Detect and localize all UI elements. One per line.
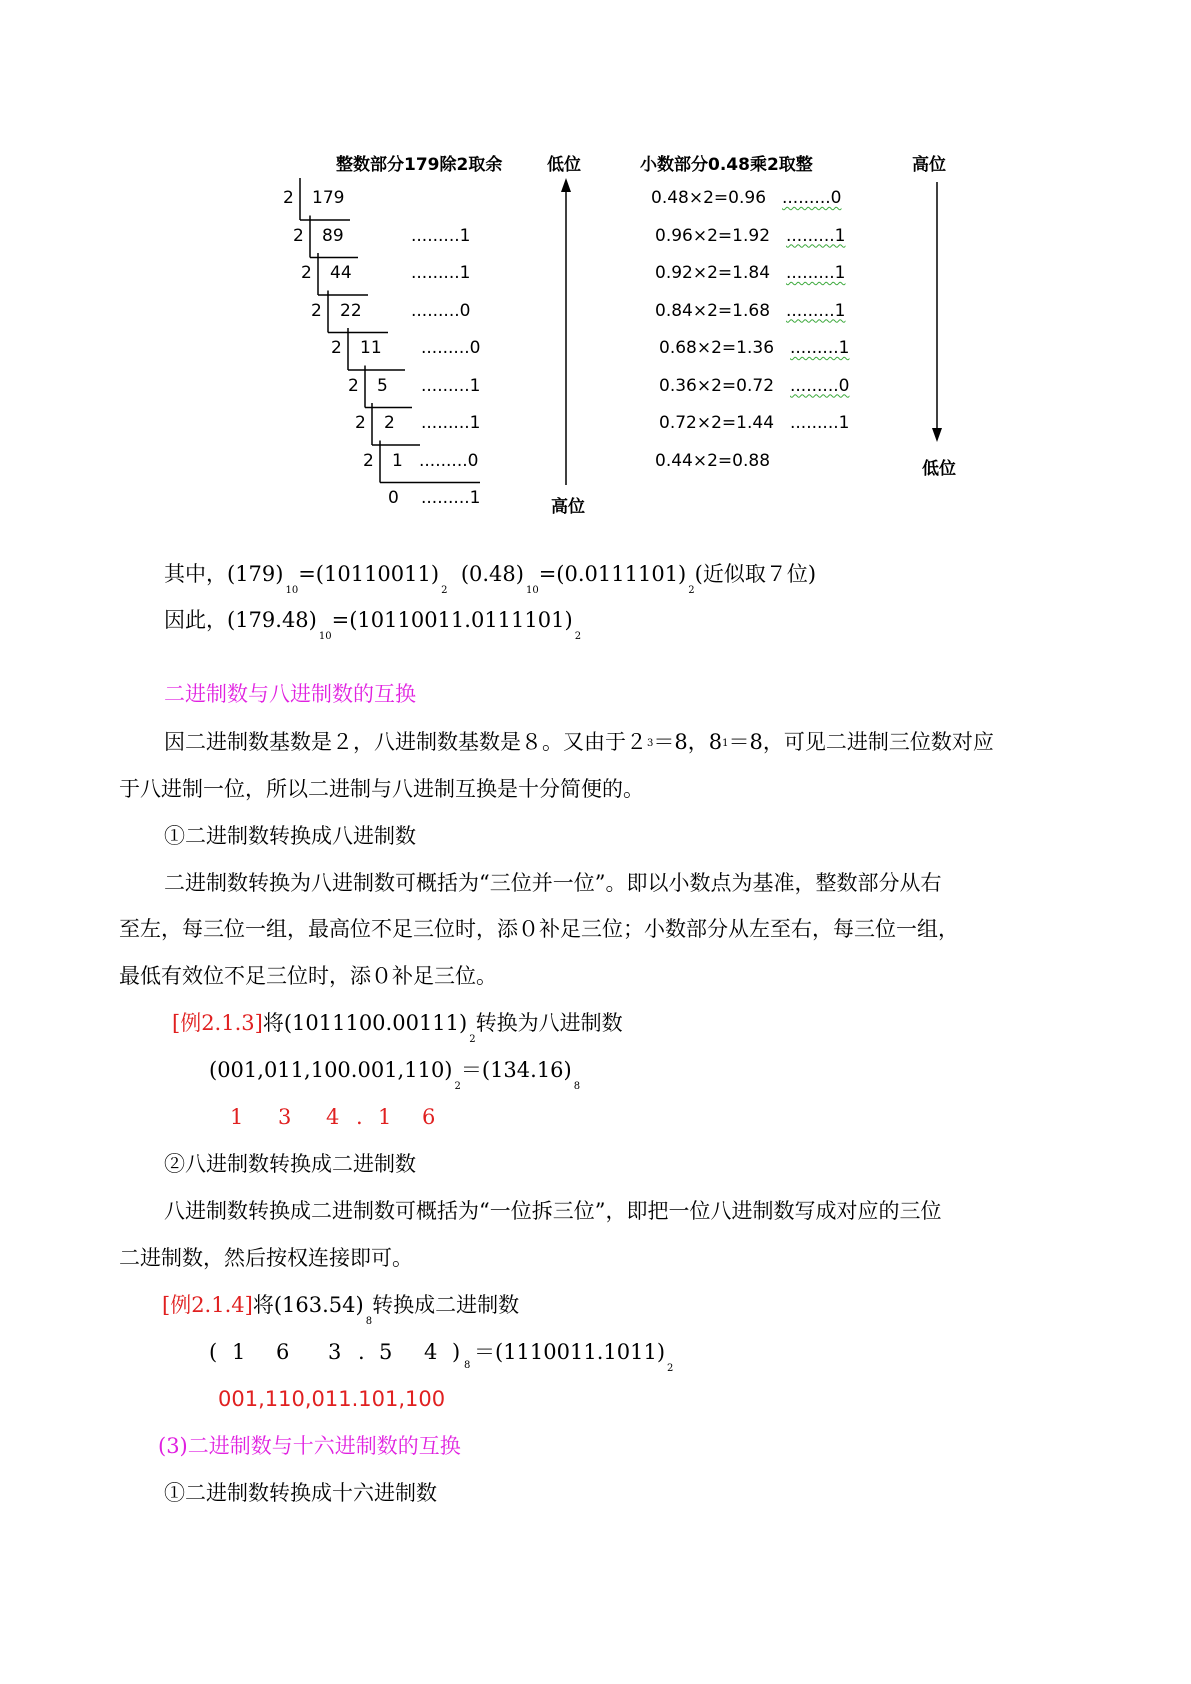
- multiply-expression: 0.96×2=1.92: [655, 225, 771, 246]
- quotient: 89: [322, 225, 344, 246]
- example-2-1-3-equation: $(001,011,100.001,110)_2=(134.16)_8$: [209, 1058, 581, 1092]
- example-label: [例2.1.4]: [162, 1293, 253, 1317]
- remainder: .........1: [421, 413, 481, 433]
- integer-digit: .........1: [790, 338, 850, 358]
- multiply-expression: 0.48×2=0.96: [651, 188, 767, 208]
- heading-binary-octal: 二进制数与八进制数的互换: [164, 682, 416, 706]
- paragraph-1-line-2: 于八进制一位，所以二进制与八进制互换是十分简便的。: [119, 777, 644, 801]
- integer-digit: .........1: [786, 300, 846, 321]
- equation-token: 6: [276, 1340, 290, 1364]
- divisor: 2: [363, 450, 374, 471]
- equation-token: .: [358, 1340, 365, 1364]
- octal-digit: 1: [230, 1105, 244, 1129]
- right-arrow-bottom-label: 低位: [922, 459, 956, 479]
- equation-token: 4: [424, 1340, 438, 1364]
- arrow-top-label: 低位: [547, 155, 581, 175]
- figure-lines: [0, 0, 1191, 520]
- remainder: .........0: [419, 450, 479, 471]
- result-179: 其中，(179): [164, 562, 284, 586]
- equation-rhs: [474, 1338, 673, 1383]
- left-title: 整数部分179除2取余: [336, 155, 503, 175]
- arrow-down-head: [932, 428, 942, 442]
- equation-token: ): [452, 1340, 461, 1364]
- multiply-expression: 0.92×2=1.84: [655, 263, 771, 283]
- equation-subscript: 8: [464, 1360, 471, 1371]
- remainder: .........1: [421, 375, 481, 396]
- subheading-octal-to-binary: ②八进制数转换成二进制数: [164, 1152, 416, 1176]
- quotient: 5: [377, 375, 388, 396]
- integer-digit: .........1: [786, 225, 846, 246]
- divisor: 2: [331, 338, 342, 358]
- result-line-1: 其中，$(179)_{10}=(10110011)_2$ $(0.48)_{10}=(0.0111101)_2$(近似取７位): [164, 562, 817, 596]
- quotient: 179: [312, 188, 345, 208]
- multiply-expression: 0.84×2=1.68: [655, 300, 771, 321]
- quotient: 44: [330, 263, 352, 283]
- example-2-1-3: [例2.1.3]将$(1011100.00111)_2$转换为八进制数: [172, 1011, 623, 1045]
- equation-subscript: 2: [667, 1363, 674, 1374]
- right-arrow-top-label: 高位: [912, 155, 946, 175]
- paragraph-2-line-3: 最低有效位不足三位时，添０补足三位。: [119, 964, 497, 988]
- example-2-1-4-groups: 001,110,011.101,100: [218, 1387, 446, 1411]
- remainder: .........0: [421, 338, 481, 358]
- remainder: .........1: [421, 488, 481, 508]
- divisor: 2: [293, 225, 304, 246]
- subheading-binary-to-octal: ①二进制数转换成八进制数: [164, 824, 416, 848]
- multiply-expression: 0.36×2=0.72: [659, 375, 775, 396]
- integer-digit: .........0: [790, 375, 850, 396]
- division-bracket-lines: [300, 178, 480, 483]
- remainder: .........0: [411, 300, 471, 321]
- divisor: 2: [355, 413, 366, 433]
- paragraph-2-line-1: 二进制数转换为八进制数可概括为“三位并一位”。即以小数点为基准，整数部分从右: [164, 871, 942, 895]
- integer-digit: .........1: [790, 413, 850, 433]
- heading-binary-hex: (3)二进制数与十六进制数的互换: [158, 1434, 461, 1458]
- octal-digit: 1: [378, 1105, 392, 1129]
- divisor: 2: [301, 263, 312, 283]
- paragraph-1-line-1: 因二进制数基数是２，八进制数基数是８。又由于$2^3=8$，$8^1=8$，可见二进制三位数对应: [164, 730, 994, 754]
- paragraph-3-line-2: 二进制数，然后按权连接即可。: [119, 1246, 413, 1270]
- example-label: [例2.1.3]: [172, 1011, 263, 1035]
- multiply-expression: 0.44×2=0.88: [655, 450, 771, 471]
- integer-digit: .........0: [782, 188, 842, 208]
- octal-digit: 4: [326, 1105, 340, 1129]
- remainder: .........1: [411, 225, 471, 246]
- paragraph-2-line-2: 至左，每三位一组，最高位不足三位时，添０补足三位；小数部分从左至右，每三位一组，: [119, 917, 959, 941]
- result-line-2: 因此，$(179.48)_{10}=(10110011.0111101)_2$: [164, 608, 582, 642]
- equation-result: ＝(1110011.1011): [474, 1340, 666, 1364]
- octal-digit: 6: [422, 1105, 436, 1129]
- multiply-expression: 0.72×2=1.44: [659, 413, 775, 433]
- right-title: 小数部分0.48乘2取整: [640, 155, 813, 175]
- octal-digit: 3: [278, 1105, 292, 1129]
- divisor: 2: [348, 375, 359, 396]
- octal-digit: .: [356, 1105, 363, 1129]
- quotient: 0: [388, 488, 399, 508]
- quotient: 22: [340, 300, 362, 321]
- multiply-expression: 0.68×2=1.36: [659, 338, 775, 358]
- paragraph-3-line-1: 八进制数转换成二进制数可概括为“一位拆三位”，即把一位八进制数写成对应的三位: [164, 1199, 942, 1223]
- quotient: 11: [360, 338, 382, 358]
- quotient: 2: [384, 413, 395, 433]
- integer-digit: .........1: [786, 263, 846, 283]
- example-2-1-3-digits: [0, 1103, 1191, 1133]
- subheading-binary-to-hex: ①二进制数转换成十六进制数: [164, 1481, 437, 1505]
- quotient: 1: [392, 450, 403, 471]
- equation-token: 5: [379, 1340, 393, 1364]
- divisor: 2: [283, 188, 294, 208]
- equation-token: 1: [232, 1340, 246, 1364]
- arrow-bottom-label: 高位: [551, 497, 585, 517]
- example-2-1-4-equation: [0, 1338, 1191, 1374]
- remainder: .........1: [411, 263, 471, 283]
- equation-token: 3: [328, 1340, 342, 1364]
- conversion-figure: [0, 0, 1191, 520]
- arrow-up-head: [561, 178, 571, 192]
- divisor: 2: [311, 300, 322, 321]
- example-2-1-4: [例2.1.4]将$(163.54)_8$转换成二进制数: [162, 1293, 520, 1327]
- equation-token: (: [209, 1340, 218, 1364]
